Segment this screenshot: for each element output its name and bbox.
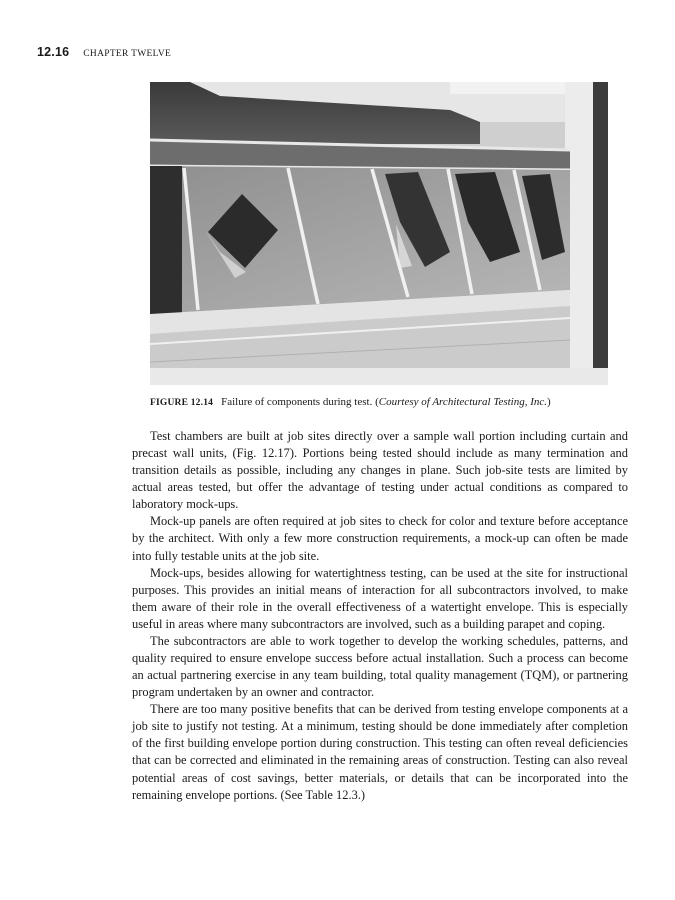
chapter-label: CHAPTER TWELVE xyxy=(83,49,172,59)
caption-text: Failure of components during test. xyxy=(221,396,373,408)
credit-text: Courtesy of Architectural Testing, Inc. xyxy=(378,396,548,408)
body-text xyxy=(132,428,628,804)
paragraph-1: Test chambers are built at job sites directly over a sample wall portion including curtain and precast wall units, (Fig. 12.17). Portions being tested should include as many termination and transition details as possible, including any changes in plane. Such job-site tests are limited by actual areas tested, but offer the advantage of testing under actual conditions as compared to laboratory mock-ups. xyxy=(132,429,628,512)
credit-close-paren: ) xyxy=(547,396,551,408)
figure-label: FIGURE 12.14 xyxy=(150,398,214,408)
figure-caption xyxy=(150,395,620,410)
paragraph-3: Mock-ups, besides allowing for watertightness testing, can be used at the site for instructional purposes. This provides an initial means of interaction for all subcontractors involved, to make them aware of their role in the overall effectiveness of a watertight envelope. This is especially useful in areas where many subcontractors are involved, such as a building parapet and coping. xyxy=(132,565,628,631)
credit-open-paren: ( xyxy=(375,396,379,408)
paragraph-4: The subcontractors are able to work together to develop the working schedules, patterns, and quality required to ensure envelope success before actual installation. Such a process can become an actual partnering exercise in any team building, total quality management (TQM), or partnering program undertaken by an owner and contractor. xyxy=(132,633,628,700)
figure-photo xyxy=(150,82,608,385)
paragraph-2: Mock-up panels are often required at job sites to check for color and texture before acceptance by the architect. With only a few more construction requirements, a mock-up can often be made into fully testable units at the job site. xyxy=(132,514,628,563)
page-number: 12.16 xyxy=(37,45,70,59)
running-head xyxy=(37,45,171,59)
paragraph-5: There are too many positive benefits that can be derived from testing envelope components at a job site to justify not testing. At a minimum, testing should be done immediately after completion of the first building envelope portion during construction. This testing can often reveal deficiencies that can be corrected and eliminated in the remaining areas of construction. Testing can also reveal potential areas of cost savings, better materials, or details that can be incorporated into the remaining envelope portions. (See Table 12.3.) xyxy=(132,702,628,802)
